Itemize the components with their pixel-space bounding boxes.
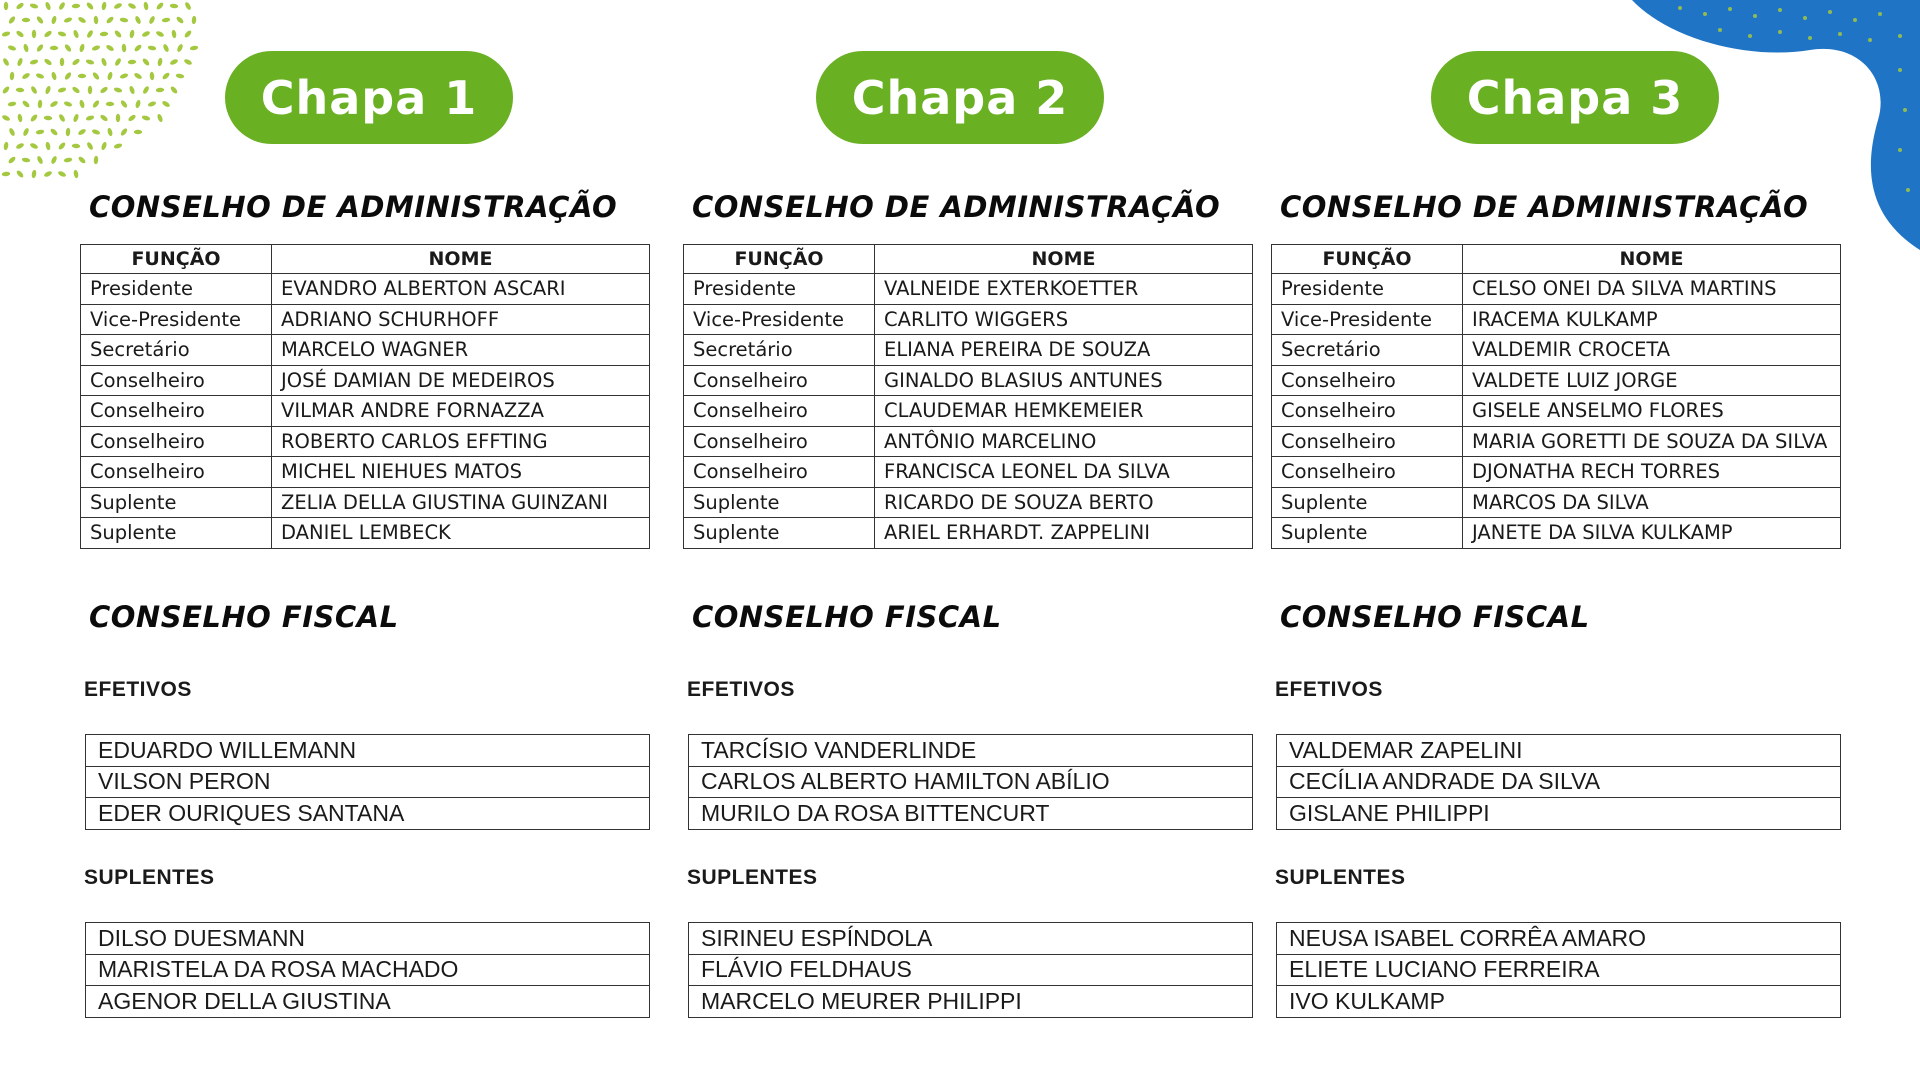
header-nome: NOME [875, 245, 1253, 274]
funcao-cell: Conselheiro [81, 426, 272, 457]
funcao-cell: Suplente [684, 518, 875, 549]
member-name: VILSON PERON [86, 766, 650, 798]
suplentes-table [688, 922, 1253, 1018]
funcao-cell: Conselheiro [81, 396, 272, 427]
admin-council-heading: CONSELHO DE ADMINISTRAÇÃO [89, 190, 618, 224]
table-row [1272, 518, 1841, 549]
nome-cell: ADRIANO SCHURHOFF [272, 304, 650, 335]
member-name: MARISTELA DA ROSA MACHADO [86, 954, 650, 986]
funcao-cell: Secretário [81, 335, 272, 366]
table-row [684, 396, 1253, 427]
funcao-cell: Conselheiro [1272, 396, 1463, 427]
member-name: FLÁVIO FELDHAUS [689, 954, 1253, 986]
table-row [81, 487, 650, 518]
nome-cell: VILMAR ANDRE FORNAZZA [272, 396, 650, 427]
chapa-3-column [1271, 0, 1861, 1080]
list-item [1277, 798, 1841, 830]
funcao-cell: Suplente [81, 518, 272, 549]
member-name: NEUSA ISABEL CORRÊA AMARO [1277, 923, 1841, 955]
table-header-row [81, 245, 650, 274]
nome-cell: FRANCISCA LEONEL DA SILVA [875, 457, 1253, 488]
funcao-cell: Suplente [1272, 487, 1463, 518]
nome-cell: GISELE ANSELMO FLORES [1463, 396, 1841, 427]
efetivos-table [85, 734, 650, 830]
table-row [1272, 274, 1841, 305]
suplentes-label: SUPLENTES [84, 866, 215, 889]
list-item [86, 986, 650, 1018]
efetivos-table [1276, 734, 1841, 830]
table-row [81, 365, 650, 396]
nome-cell: CELSO ONEI DA SILVA MARTINS [1463, 274, 1841, 305]
table-row [1272, 457, 1841, 488]
funcao-cell: Conselheiro [684, 365, 875, 396]
nome-cell: VALDEMIR CROCETA [1463, 335, 1841, 366]
table-row [81, 426, 650, 457]
funcao-cell: Vice-Presidente [81, 304, 272, 335]
header-funcao: FUNÇÃO [81, 245, 272, 274]
nome-cell: DANIEL LEMBECK [272, 518, 650, 549]
table-row [1272, 304, 1841, 335]
funcao-cell: Presidente [684, 274, 875, 305]
table-row [81, 335, 650, 366]
nome-cell: MARIA GORETTI DE SOUZA DA SILVA [1463, 426, 1841, 457]
list-item [1277, 735, 1841, 767]
suplentes-label: SUPLENTES [1275, 866, 1406, 889]
table-row [684, 274, 1253, 305]
table-row [684, 426, 1253, 457]
list-item [86, 766, 650, 798]
fiscal-council-heading: CONSELHO FISCAL [1280, 600, 1590, 634]
funcao-cell: Secretário [684, 335, 875, 366]
member-name: VALDEMAR ZAPELINI [1277, 735, 1841, 767]
header-nome: NOME [1463, 245, 1841, 274]
nome-cell: MARCELO WAGNER [272, 335, 650, 366]
table-row [81, 274, 650, 305]
member-name: AGENOR DELLA GIUSTINA [86, 986, 650, 1018]
nome-cell: ARIEL ERHARDT. ZAPPELINI [875, 518, 1253, 549]
funcao-cell: Conselheiro [81, 365, 272, 396]
nome-cell: MARCOS DA SILVA [1463, 487, 1841, 518]
chapa-1-column [80, 0, 670, 1080]
funcao-cell: Suplente [684, 487, 875, 518]
table-row [684, 335, 1253, 366]
table-row [81, 304, 650, 335]
member-name: EDUARDO WILLEMANN [86, 735, 650, 767]
nome-cell: RICARDO DE SOUZA BERTO [875, 487, 1253, 518]
admin-council-heading: CONSELHO DE ADMINISTRAÇÃO [1280, 190, 1809, 224]
nome-cell: ELIANA PEREIRA DE SOUZA [875, 335, 1253, 366]
nome-cell: DJONATHA RECH TORRES [1463, 457, 1841, 488]
admin-council-heading: CONSELHO DE ADMINISTRAÇÃO [692, 190, 1221, 224]
list-item [1277, 766, 1841, 798]
funcao-cell: Vice-Presidente [1272, 304, 1463, 335]
funcao-cell: Conselheiro [1272, 457, 1463, 488]
nome-cell: ANTÔNIO MARCELINO [875, 426, 1253, 457]
table-row [1272, 426, 1841, 457]
list-item [86, 798, 650, 830]
table-row [81, 457, 650, 488]
member-name: IVO KULKAMP [1277, 986, 1841, 1018]
table-row [1272, 365, 1841, 396]
nome-cell: JANETE DA SILVA KULKAMP [1463, 518, 1841, 549]
list-item [689, 986, 1253, 1018]
list-item [86, 923, 650, 955]
funcao-cell: Conselheiro [1272, 426, 1463, 457]
member-name: ELIETE LUCIANO FERREIRA [1277, 954, 1841, 986]
table-row [684, 518, 1253, 549]
table-header-row [684, 245, 1253, 274]
funcao-cell: Secretário [1272, 335, 1463, 366]
header-funcao: FUNÇÃO [1272, 245, 1463, 274]
chapa-title-badge: Chapa 1 [225, 51, 513, 144]
member-name: MARCELO MEURER PHILIPPI [689, 986, 1253, 1018]
nome-cell: ZELIA DELLA GIUSTINA GUINZANI [272, 487, 650, 518]
funcao-cell: Presidente [1272, 274, 1463, 305]
funcao-cell: Conselheiro [684, 457, 875, 488]
list-item [689, 954, 1253, 986]
member-name: DILSO DUESMANN [86, 923, 650, 955]
nome-cell: ROBERTO CARLOS EFFTING [272, 426, 650, 457]
chapa-title-badge: Chapa 3 [1431, 51, 1719, 144]
nome-cell: VALNEIDE EXTERKOETTER [875, 274, 1253, 305]
efetivos-label: EFETIVOS [84, 678, 192, 701]
fiscal-council-heading: CONSELHO FISCAL [692, 600, 1002, 634]
list-item [86, 735, 650, 767]
member-name: EDER OURIQUES SANTANA [86, 798, 650, 830]
member-name: TARCÍSIO VANDERLINDE [689, 735, 1253, 767]
efetivos-label: EFETIVOS [687, 678, 795, 701]
nome-cell: MICHEL NIEHUES MATOS [272, 457, 650, 488]
admin-council-table [683, 244, 1253, 549]
list-item [689, 735, 1253, 767]
list-item [1277, 954, 1841, 986]
list-item [86, 954, 650, 986]
list-item [689, 923, 1253, 955]
admin-council-table [1271, 244, 1841, 549]
list-item [689, 798, 1253, 830]
funcao-cell: Conselheiro [684, 426, 875, 457]
table-row [1272, 487, 1841, 518]
fiscal-council-heading: CONSELHO FISCAL [89, 600, 399, 634]
chapa-title-badge: Chapa 2 [816, 51, 1104, 144]
nome-cell: CLAUDEMAR HEMKEMEIER [875, 396, 1253, 427]
member-name: MURILO DA ROSA BITTENCURT [689, 798, 1253, 830]
table-row [1272, 396, 1841, 427]
funcao-cell: Conselheiro [684, 396, 875, 427]
member-name: CARLOS ALBERTO HAMILTON ABÍLIO [689, 766, 1253, 798]
table-row [684, 487, 1253, 518]
table-header-row [1272, 245, 1841, 274]
nome-cell: JOSÉ DAMIAN DE MEDEIROS [272, 365, 650, 396]
header-funcao: FUNÇÃO [684, 245, 875, 274]
list-item [1277, 986, 1841, 1018]
member-name: CECÍLIA ANDRADE DA SILVA [1277, 766, 1841, 798]
chapa-2-column [683, 0, 1273, 1080]
nome-cell: GINALDO BLASIUS ANTUNES [875, 365, 1253, 396]
efetivos-table [688, 734, 1253, 830]
nome-cell: EVANDRO ALBERTON ASCARI [272, 274, 650, 305]
table-row [684, 304, 1253, 335]
funcao-cell: Suplente [81, 487, 272, 518]
header-nome: NOME [272, 245, 650, 274]
nome-cell: IRACEMA KULKAMP [1463, 304, 1841, 335]
table-row [684, 365, 1253, 396]
member-name: GISLANE PHILIPPI [1277, 798, 1841, 830]
suplentes-table [85, 922, 650, 1018]
table-row [81, 518, 650, 549]
list-item [689, 766, 1253, 798]
table-row [684, 457, 1253, 488]
suplentes-table [1276, 922, 1841, 1018]
efetivos-label: EFETIVOS [1275, 678, 1383, 701]
member-name: SIRINEU ESPÍNDOLA [689, 923, 1253, 955]
admin-council-table [80, 244, 650, 549]
nome-cell: VALDETE LUIZ JORGE [1463, 365, 1841, 396]
funcao-cell: Suplente [1272, 518, 1463, 549]
funcao-cell: Presidente [81, 274, 272, 305]
funcao-cell: Vice-Presidente [684, 304, 875, 335]
funcao-cell: Conselheiro [1272, 365, 1463, 396]
list-item [1277, 923, 1841, 955]
nome-cell: CARLITO WIGGERS [875, 304, 1253, 335]
funcao-cell: Conselheiro [81, 457, 272, 488]
table-row [81, 396, 650, 427]
suplentes-label: SUPLENTES [687, 866, 818, 889]
table-row [1272, 335, 1841, 366]
